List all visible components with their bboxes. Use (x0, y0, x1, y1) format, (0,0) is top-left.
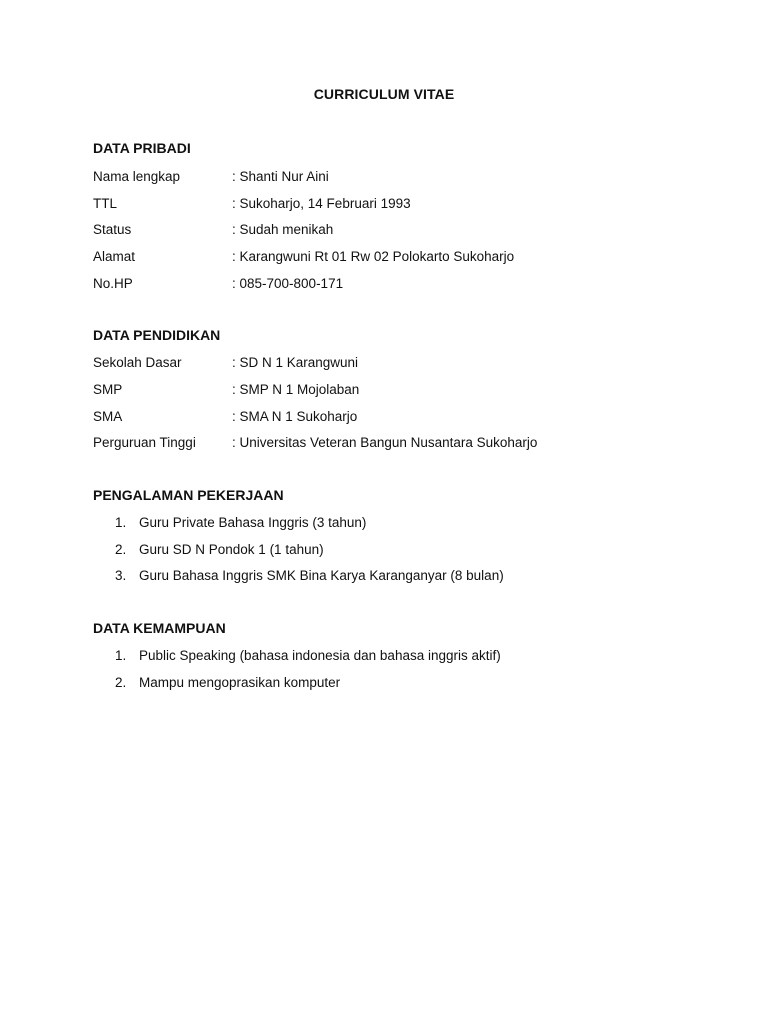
row-label: Status (93, 222, 132, 237)
list-number: 1. (115, 648, 127, 663)
list-number: 1. (115, 515, 127, 530)
list-text: Mampu mengoprasikan komputer (139, 675, 341, 690)
row-value: : SMP N 1 Mojolaban (232, 382, 360, 397)
row-label: SMA (93, 409, 123, 424)
section-heading-data-pribadi: DATA PRIBADI (93, 140, 191, 156)
list-text: Guru Private Bahasa Inggris (3 tahun) (139, 515, 367, 530)
row-value: : 085-700-800-171 (232, 276, 344, 291)
document-title: CURRICULUM VITAE (313, 86, 455, 102)
list-number: 3. (115, 568, 127, 583)
row-label: Sekolah Dasar (93, 355, 182, 370)
section-heading-data-pendidikan: DATA PENDIDIKAN (93, 327, 221, 343)
list-number: 2. (115, 675, 127, 690)
list-text: Public Speaking (bahasa indonesia dan bahasa inggris aktif) (139, 648, 501, 663)
list-text: Guru SD N Pondok 1 (1 tahun) (139, 542, 324, 557)
list-number: 2. (115, 542, 127, 557)
row-label: Nama lengkap (93, 169, 181, 184)
row-label: Alamat (93, 249, 136, 264)
row-value: : Universitas Veteran Bangun Nusantara Sukoharjo (232, 435, 538, 450)
section-heading-pengalaman-pekerjaan: PENGALAMAN PEKERJAAN (93, 487, 284, 503)
row-label: SMP (93, 382, 123, 397)
row-label: TTL (93, 196, 118, 211)
row-label: No.HP (93, 276, 133, 291)
row-value: : Karangwuni Rt 01 Rw 02 Polokarto Sukoharjo (232, 249, 515, 264)
row-value: : Shanti Nur Aini (232, 169, 329, 184)
row-value: : Sukoharjo, 14 Februari 1993 (232, 196, 411, 211)
row-value: : Sudah menikah (232, 222, 334, 237)
list-text: Guru Bahasa Inggris SMK Bina Karya Karanganyar (8 bulan) (139, 568, 504, 583)
section-heading-data-kemampuan: DATA KEMAMPUAN (93, 620, 226, 636)
row-value: : SMA N 1 Sukoharjo (232, 409, 358, 424)
row-label: Perguruan Tinggi (93, 435, 196, 450)
row-value: : SD N 1 Karangwuni (232, 355, 359, 370)
